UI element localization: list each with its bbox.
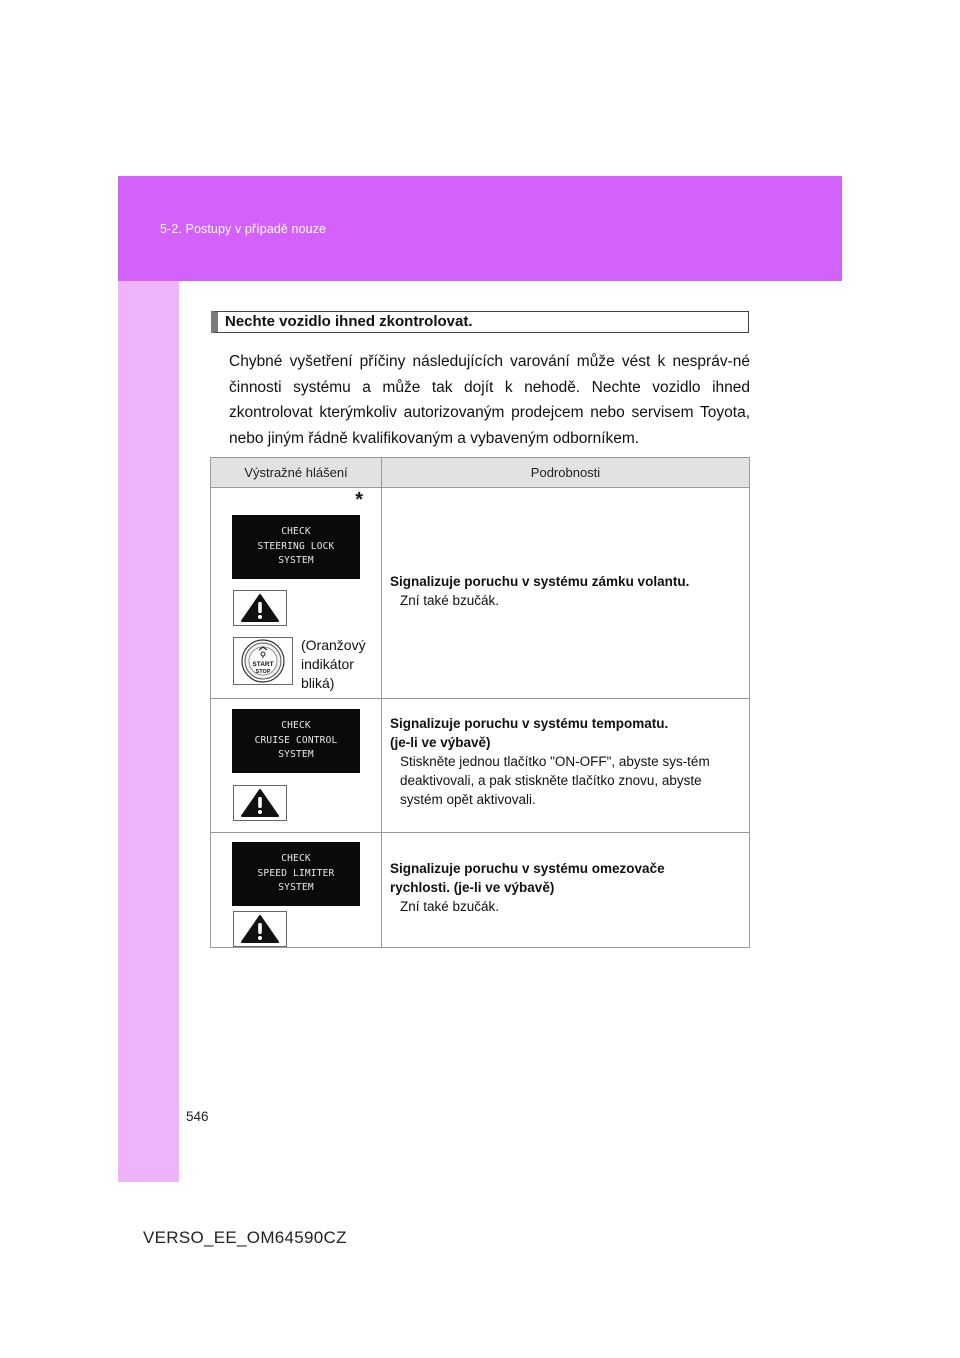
- lcd-line: SPEED LIMITER: [257, 867, 335, 879]
- details-cell: [382, 488, 750, 699]
- table-header-row: [211, 458, 750, 488]
- lcd-line: STEERING LOCK: [257, 540, 335, 552]
- asterisk-mark: *: [355, 489, 363, 511]
- side-strip: [118, 281, 179, 1182]
- warning-triangle-icon: [233, 590, 287, 626]
- details-text: [390, 714, 743, 809]
- document-code: VERSO_EE_OM64590CZ: [143, 1228, 347, 1247]
- details-title: (je-li ve výbavě): [390, 735, 491, 750]
- page-number: 546: [186, 1109, 209, 1124]
- start-stop-button-icon: [233, 637, 293, 685]
- details-body: Stiskněte jednou tlačítko "ON-OFF", abyste sys-tém deaktivovali, a pak stiskněte tlačítko znovu, abyste systém opět aktivovali.: [400, 754, 710, 807]
- lcd-line: SYSTEM: [278, 749, 314, 761]
- stop-label: STOP: [255, 669, 271, 675]
- notice-heading: Nechte vozidlo ihned zkontrolovat.: [211, 311, 749, 333]
- lcd-line: CHECK: [281, 720, 311, 732]
- indicator-note: [301, 636, 366, 693]
- details-body: Zní také bzučák.: [400, 899, 500, 914]
- details-cell: [382, 833, 750, 948]
- details-text: [390, 859, 743, 916]
- section-title: 5-2. Postupy v případě nouze: [160, 222, 327, 236]
- warning-table: [210, 457, 750, 948]
- lcd-message: [232, 709, 360, 773]
- table-row: [211, 833, 750, 948]
- warning-cell: [211, 833, 382, 948]
- page-header: [118, 176, 842, 281]
- details-text: [390, 572, 743, 610]
- start-label: START: [252, 661, 274, 668]
- lcd-line: CHECK: [281, 526, 311, 538]
- details-cell: [382, 699, 750, 833]
- details-title: Signalizuje poruchu v systému zámku volantu.: [390, 574, 690, 589]
- details-title: rychlosti. (je-li ve výbavě): [390, 880, 555, 895]
- warning-triangle-icon: [233, 911, 287, 947]
- header-details: Podrobnosti: [382, 458, 750, 488]
- details-body: Zní také bzučák.: [400, 593, 500, 608]
- lcd-message: [232, 515, 360, 579]
- warning-triangle-icon: [233, 785, 287, 821]
- details-title: Signalizuje poruchu v systému omezovače: [390, 861, 665, 876]
- intro-paragraph: Chybné vyšetření příčiny následujících varování může vést k nespráv-né činnosti systému a může tak dojít k nehodě. Nechte vozidlo ihned zkontrolovat kterýmkoliv autorizovaným prodejcem nebo servisem Toyota, nebo jiným řádně kvalifikovaným a vybaveným odborníkem.: [229, 353, 750, 447]
- indicator-note-line: (Oranžový: [301, 637, 366, 653]
- indicator-note-line: indikátor: [301, 656, 354, 672]
- warning-cell: [211, 699, 382, 833]
- header-warning: Výstražné hlášení: [211, 458, 382, 488]
- lcd-line: CRUISE CONTROL: [254, 734, 338, 746]
- warning-cell: [211, 488, 382, 699]
- lcd-line: CHECK: [281, 853, 311, 865]
- table-row: [211, 488, 750, 699]
- lcd-line: SYSTEM: [278, 882, 314, 894]
- lcd-message: [232, 842, 360, 906]
- lcd-line: SYSTEM: [278, 555, 314, 567]
- table-row: [211, 699, 750, 833]
- details-title: Signalizuje poruchu v systému tempomatu.: [390, 716, 669, 731]
- indicator-note-line: bliká): [301, 675, 335, 691]
